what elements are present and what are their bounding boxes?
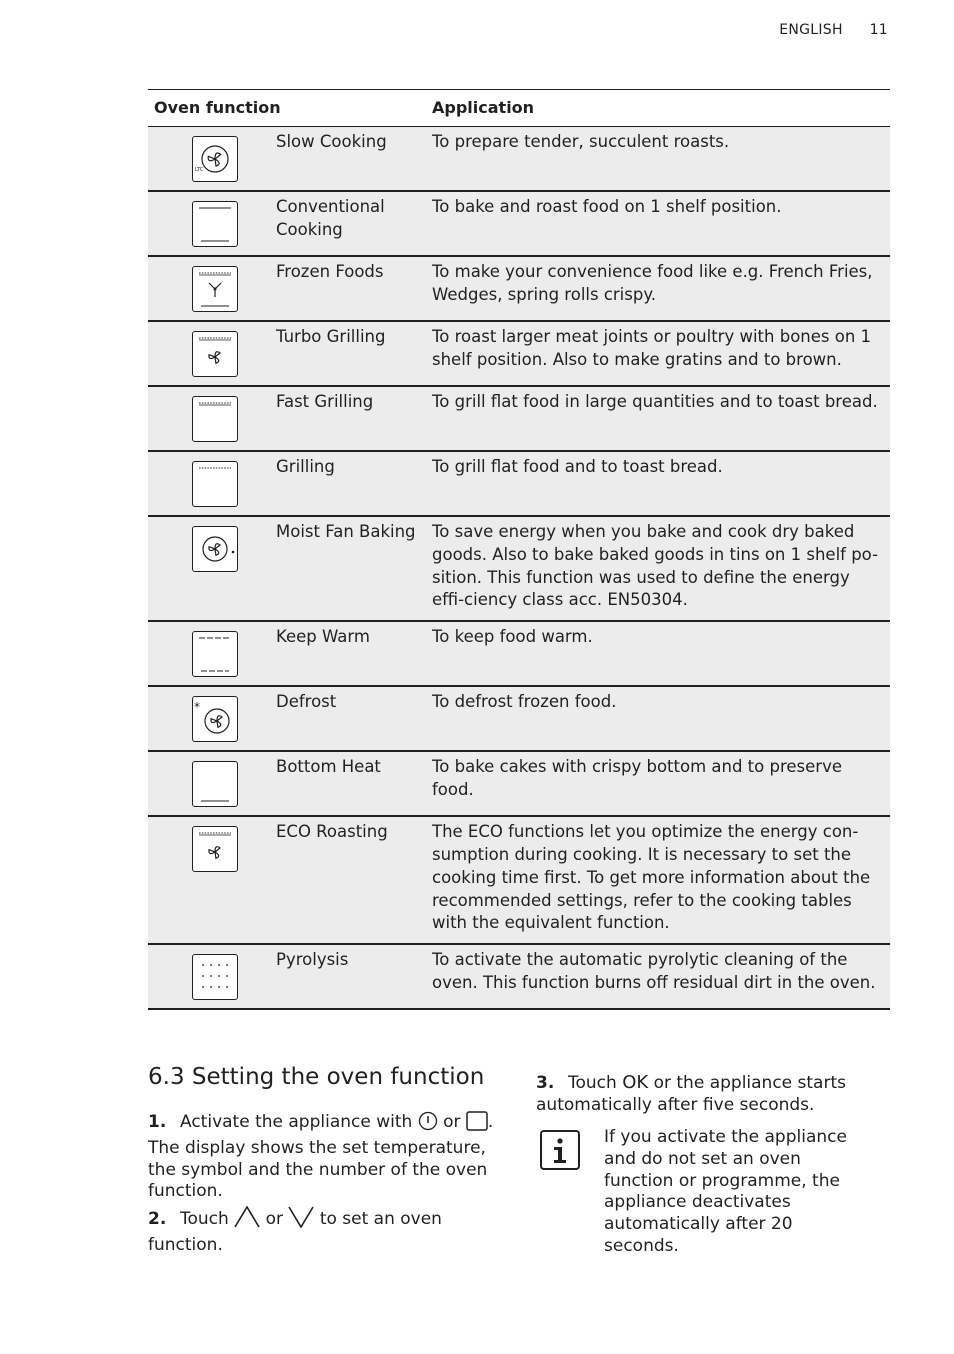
column-header-oven-function: Oven function — [148, 90, 426, 127]
step-number: 2. — [148, 1209, 167, 1229]
arrow-up-icon — [234, 1206, 260, 1235]
function-application: To bake cakes with crispy bottom and to preserve food. — [426, 751, 890, 816]
icon-cell — [148, 127, 270, 192]
table-row — [148, 127, 890, 192]
step-text-cont: to set an oven function. — [148, 1209, 442, 1255]
arrow-down-icon — [288, 1206, 314, 1235]
function-application: The ECO functions let you optimize the energy con-sumption during cooking. It is necessary to set the cooking time first. To get more information about the recommended settings, refer to the cooking tables with the equivalent function. — [426, 816, 890, 944]
function-name: Slow Cooking — [270, 127, 426, 192]
step-2 — [148, 1206, 498, 1257]
icon-cell — [148, 386, 270, 451]
table-row — [148, 516, 890, 621]
table-row — [148, 256, 890, 321]
icon-cell — [148, 256, 270, 321]
grilling-icon — [192, 461, 238, 507]
step-1 — [148, 1111, 498, 1203]
table-row — [148, 944, 890, 1009]
turbo-grilling-icon — [192, 331, 238, 377]
defrost-icon — [192, 696, 238, 742]
function-application: To save energy when you bake and cook dry baked goods. Also to bake baked goods in tins on 1 shelf po-sition. This function was used to define the energy effi-ciency class acc. EN50304. — [426, 516, 890, 621]
function-application: To prepare tender, succulent roasts. — [426, 127, 890, 192]
function-name: Defrost — [270, 686, 426, 751]
icon-cell — [148, 451, 270, 516]
conventional-cooking-icon — [192, 201, 238, 247]
icon-cell — [148, 621, 270, 686]
step-text-or: or — [265, 1209, 283, 1229]
svg-text:LTC: LTC — [195, 167, 204, 173]
step-3 — [536, 1072, 866, 1117]
step-text: Activate the appliance with — [180, 1112, 413, 1132]
function-application: To grill flat food in large quantities and to toast bread. — [426, 386, 890, 451]
info-icon — [540, 1130, 580, 1170]
function-name: Frozen Foods — [270, 256, 426, 321]
table-row — [148, 386, 890, 451]
step-text-or: or — [443, 1112, 461, 1132]
keep-warm-icon — [192, 631, 238, 677]
column-header-application: Application — [426, 90, 890, 127]
step-text: Touch — [180, 1209, 229, 1229]
function-name: Grilling — [270, 451, 426, 516]
step-number: 1. — [148, 1112, 167, 1132]
slow-cooking-icon — [192, 136, 238, 182]
step-text-cont: . The display shows the set temperature, the symbol and the number of the oven function. — [148, 1112, 494, 1202]
icon-cell — [148, 191, 270, 256]
step-text-cont: or the appliance starts automatically after five seconds. — [536, 1073, 846, 1115]
info-note: If you activate the appliance and do not set an oven function or programme, the appliance deactivates automatically after 20 seconds. — [604, 1127, 847, 1256]
table-row — [148, 686, 890, 751]
bottom-heat-icon — [192, 761, 238, 807]
pyrolysis-icon — [192, 954, 238, 1000]
svg-text:*: * — [194, 700, 200, 715]
function-application: To bake and roast food on 1 shelf position. — [426, 191, 890, 256]
function-application: To roast larger meat joints or poultry with bones on 1 shelf position. Also to make gratins and to brown. — [426, 321, 890, 386]
ok-icon: OK — [622, 1072, 649, 1093]
power-icon — [418, 1111, 438, 1138]
moist-fan-baking-icon — [192, 526, 238, 572]
oven-function-table — [148, 89, 890, 1010]
table-row — [148, 751, 890, 816]
eco-roasting-icon — [192, 826, 238, 872]
function-name: ECO Roasting — [270, 816, 426, 944]
table-row — [148, 321, 890, 386]
square-icon — [466, 1111, 488, 1138]
table-row — [148, 621, 890, 686]
function-application: To grill flat food and to toast bread. — [426, 451, 890, 516]
function-application: To keep food warm. — [426, 621, 890, 686]
icon-cell — [148, 816, 270, 944]
section-title: 6.3 Setting the oven function — [148, 1064, 485, 1090]
function-application: To defrost frozen food. — [426, 686, 890, 751]
table-row — [148, 451, 890, 516]
icon-cell — [148, 944, 270, 1009]
function-name: Fast Grilling — [270, 386, 426, 451]
step-text: Touch — [568, 1073, 617, 1093]
icon-cell — [148, 321, 270, 386]
function-name: Conventional Cooking — [270, 191, 426, 256]
fast-grilling-icon — [192, 396, 238, 442]
page-number: 11 — [869, 22, 888, 38]
function-application: To make your convenience food like e.g. French Fries, Wedges, spring rolls crispy. — [426, 256, 890, 321]
function-name: Pyrolysis — [270, 944, 426, 1009]
table-row — [148, 816, 890, 944]
function-name: Moist Fan Baking — [270, 516, 426, 621]
icon-cell — [148, 751, 270, 816]
step-number: 3. — [536, 1073, 555, 1093]
table-row — [148, 191, 890, 256]
icon-cell — [148, 686, 270, 751]
function-name: Bottom Heat — [270, 751, 426, 816]
icon-cell — [148, 516, 270, 621]
function-application: To activate the automatic pyrolytic cleaning of the oven. This function burns off residual dirt in the oven. — [426, 944, 890, 1009]
function-name: Turbo Grilling — [270, 321, 426, 386]
frozen-foods-icon — [192, 266, 238, 312]
function-name: Keep Warm — [270, 621, 426, 686]
language-label: ENGLISH — [779, 22, 843, 38]
page-header — [779, 22, 888, 38]
